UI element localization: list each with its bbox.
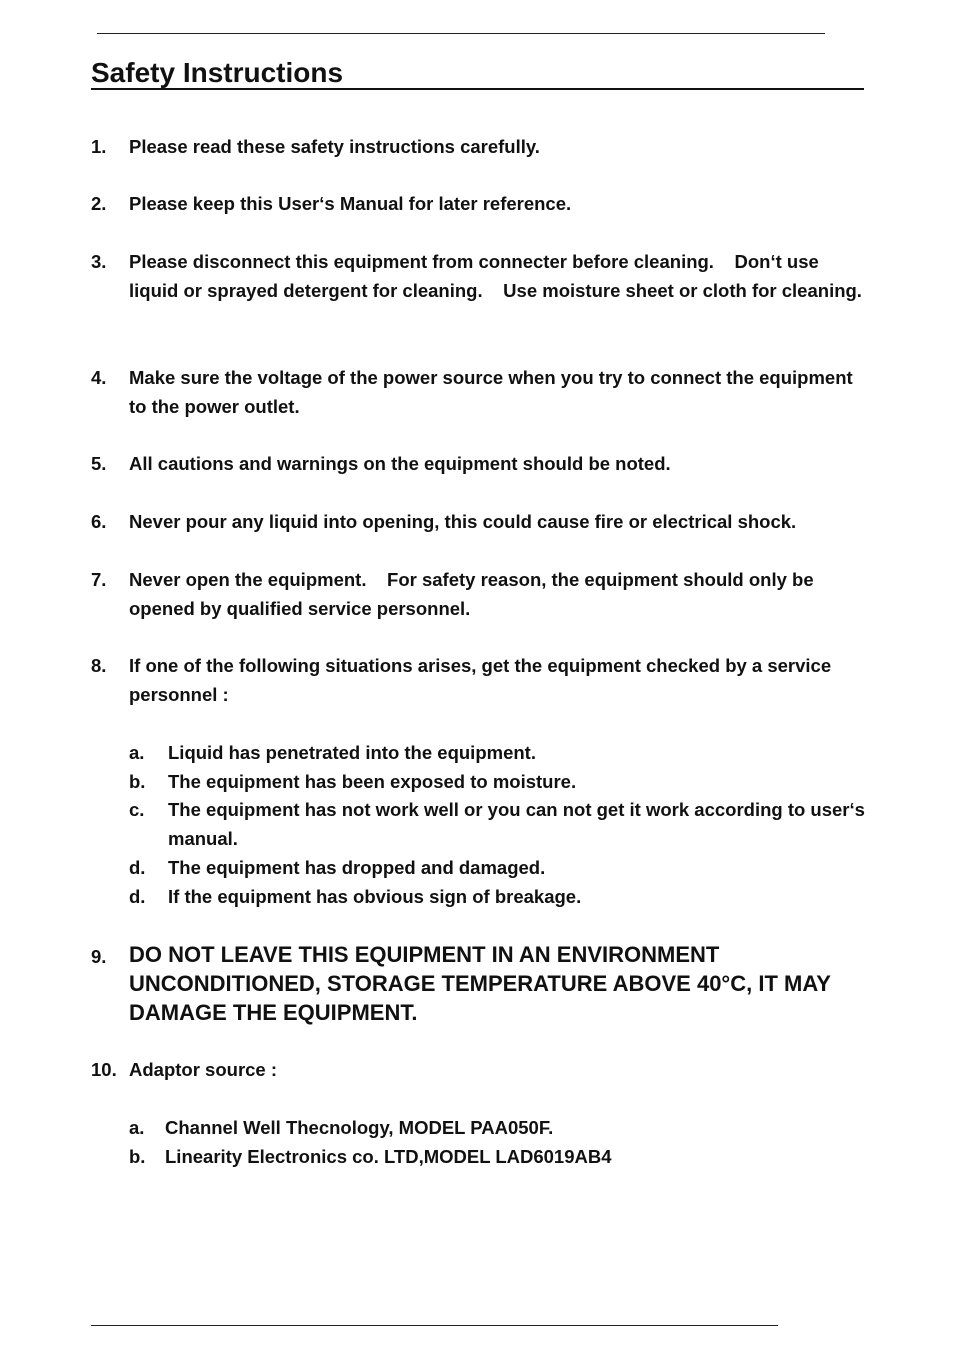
adaptor-item	[129, 1113, 866, 1142]
adaptor-letter: b.	[129, 1146, 146, 1167]
item-number: 9.	[91, 946, 107, 967]
warning-text: DO NOT LEAVE THIS EQUIPMENT IN AN ENVIRONMENT UNCONDITIONED, STORAGE TEMPERATURE ABOVE 40°C, IT MAY DAMAGE THE EQUIPMENT.	[129, 942, 831, 1025]
item-text: Please disconnect this equipment from connecter before cleaning. Don‘t use liquid or sprayed detergent for cleaning. Use moisture sheet or cloth for cleaning.	[129, 251, 862, 301]
instruction-item	[91, 247, 866, 305]
situation-item	[129, 738, 866, 767]
page-title: Safety Instructions	[91, 57, 864, 90]
instruction-item	[91, 132, 866, 161]
instruction-item	[91, 363, 866, 421]
situation-text: The equipment has been exposed to moisture.	[168, 771, 577, 792]
item-number: 5.	[91, 453, 107, 474]
situation-item	[129, 882, 866, 911]
item-text: Never pour any liquid into opening, this could cause fire or electrical shock.	[129, 511, 797, 532]
adaptor-item	[129, 1142, 866, 1171]
instruction-item	[91, 507, 866, 536]
adaptor-text: Channel Well Thecnology, MODEL PAA050F.	[165, 1117, 554, 1138]
header-rule	[97, 33, 825, 34]
adaptor-text: Linearity Electronics co. LTD,MODEL LAD6019AB4	[165, 1146, 612, 1167]
instruction-item	[91, 189, 866, 218]
item-number: 3.	[91, 251, 107, 272]
footer-rule	[91, 1325, 778, 1326]
situation-item	[129, 795, 886, 853]
item-number: 6.	[91, 511, 107, 532]
item-number: 1.	[91, 136, 107, 157]
situation-text: Liquid has penetrated into the equipment.	[168, 742, 536, 763]
situation-text: The equipment has dropped and damaged.	[168, 857, 546, 878]
situation-letter: a.	[129, 742, 145, 763]
item-text: Never open the equipment. For safety reason, the equipment should only be opened by qualified service personnel.	[129, 569, 819, 619]
situation-letter: b.	[129, 771, 146, 792]
temperature-warning	[91, 940, 866, 1027]
item-text: Please keep this User‘s Manual for later reference.	[129, 193, 572, 214]
item-text: If one of the following situations arises, get the equipment checked by a service personnel :	[129, 655, 832, 705]
instruction-item	[91, 565, 866, 623]
situation-letter: c.	[129, 799, 145, 820]
item-text: Please read these safety instructions carefully.	[129, 136, 540, 157]
item-number: 10.	[91, 1059, 117, 1080]
instruction-item	[91, 651, 866, 709]
instruction-item	[91, 1055, 866, 1084]
situation-letter: d.	[129, 886, 146, 907]
item-text: Adaptor source :	[129, 1059, 278, 1080]
situation-text: If the equipment has obvious sign of breakage.	[168, 886, 582, 907]
situation-item	[129, 767, 866, 796]
situation-text: The equipment has not work well or you can not get it work according to user‘s manual.	[168, 799, 886, 849]
item-number: 4.	[91, 367, 107, 388]
situation-item	[129, 853, 866, 882]
item-number: 2.	[91, 193, 107, 214]
situation-letter: d.	[129, 857, 146, 878]
instruction-item	[91, 449, 866, 478]
item-number: 7.	[91, 569, 107, 590]
adaptor-letter: a.	[129, 1117, 145, 1138]
item-text: All cautions and warnings on the equipment should be noted.	[129, 453, 671, 474]
item-number: 8.	[91, 655, 107, 676]
item-text: Make sure the voltage of the power source when you try to connect the equipment to the power outlet.	[129, 367, 853, 417]
